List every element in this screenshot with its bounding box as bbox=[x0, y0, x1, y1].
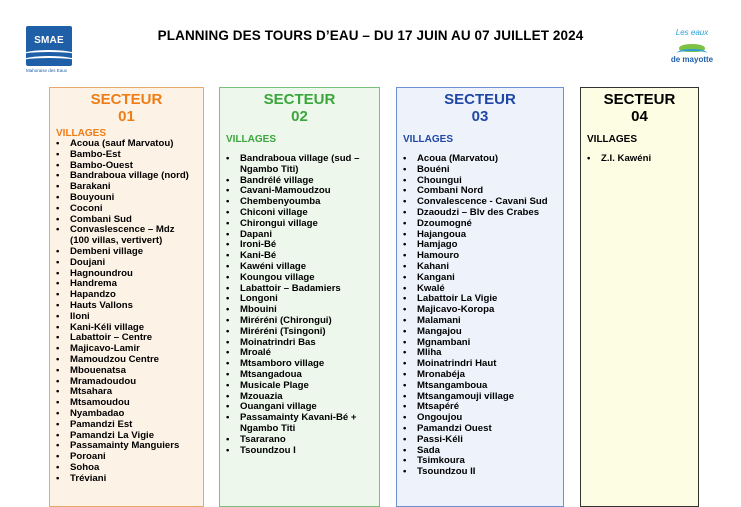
village-name: Kwalé bbox=[417, 282, 445, 294]
village-name: Mliha bbox=[417, 347, 442, 359]
sector-04-column bbox=[580, 87, 699, 507]
village-name-continuation: Ngambo Titi) bbox=[240, 163, 299, 175]
village-name: Mgnambani bbox=[417, 336, 471, 348]
village-name: Longoni bbox=[240, 293, 278, 305]
village-name: Bambo-Est bbox=[70, 148, 121, 160]
village-name: Dzaoudzi – Blv des Crabes bbox=[417, 206, 540, 218]
sector-label: SECTEUR bbox=[263, 91, 336, 108]
village-name: Z.I. Kawéni bbox=[601, 153, 652, 164]
village-name: Choungui bbox=[417, 174, 462, 186]
village-name: Mronabéja bbox=[417, 368, 465, 380]
sector-01-column bbox=[49, 87, 204, 507]
village-name: Mramadoudou bbox=[70, 375, 137, 387]
village-name: Mbouini bbox=[240, 304, 277, 316]
village-item bbox=[226, 446, 373, 457]
village-name: Dembeni village bbox=[70, 245, 144, 257]
village-item bbox=[56, 225, 197, 247]
village-name: Hagnoundrou bbox=[70, 267, 133, 279]
village-name: Pamandzi La Vigie bbox=[70, 429, 155, 441]
sector-heading bbox=[226, 91, 373, 125]
village-name: Chembenyoumba bbox=[240, 196, 321, 208]
village-name: Passamainty Kavani-Bé + bbox=[240, 412, 357, 424]
village-name: Hauts Vallons bbox=[70, 299, 133, 311]
village-name: Mbouenatsa bbox=[70, 364, 126, 376]
eaux-de-mayotte-logo bbox=[668, 28, 716, 72]
village-name-continuation: Ngambo Titi bbox=[240, 422, 296, 434]
sector-heading bbox=[587, 91, 692, 125]
village-name: Tréviani bbox=[70, 472, 107, 484]
village-name: Bouyouni bbox=[70, 191, 115, 203]
village-name: Dzoumogné bbox=[417, 217, 472, 229]
village-name: Tsoundzou I bbox=[240, 444, 296, 456]
village-item bbox=[403, 467, 557, 478]
village-name: Mtsamoudou bbox=[70, 397, 130, 409]
sector-label: SECTEUR bbox=[90, 91, 163, 108]
sector-label: SECTEUR bbox=[444, 91, 516, 108]
village-name: Koungou village bbox=[240, 271, 315, 283]
village-name: Hamouro bbox=[417, 250, 460, 262]
village-name: Tsararano bbox=[240, 433, 286, 445]
village-name: Majicavo-Koropa bbox=[417, 304, 495, 316]
village-name: Hamjago bbox=[417, 239, 458, 251]
village-name: Hajangoua bbox=[417, 228, 467, 240]
village-name: Moinatrindri Bas bbox=[240, 336, 316, 348]
village-name: Bandraboua village (nord) bbox=[70, 170, 189, 182]
village-name: Chirongui village bbox=[240, 217, 318, 229]
village-item bbox=[226, 154, 373, 176]
sector-number: 04 bbox=[631, 108, 648, 125]
village-name: Mangajou bbox=[417, 325, 462, 337]
village-name: Bouéni bbox=[417, 163, 450, 175]
village-name: Handrema bbox=[70, 278, 117, 290]
sector-number: 02 bbox=[291, 108, 308, 125]
page-title: PLANNING DES TOURS D’EAU – DU 17 JUIN AU 07 JUILLET 2024 bbox=[157, 28, 584, 43]
village-item bbox=[226, 413, 373, 435]
village-name: Ironi-Bé bbox=[240, 239, 277, 251]
logo-right-line2: de mayotte bbox=[670, 55, 714, 64]
smae-logo-name: SMAE bbox=[34, 35, 64, 46]
smae-logo-subtitle: Mahoraise des Eaux bbox=[26, 68, 68, 73]
villages-label: VILLAGES bbox=[587, 134, 638, 145]
village-list bbox=[587, 154, 692, 165]
village-name: Ongoujou bbox=[417, 412, 463, 424]
village-name: Pamandzi Est bbox=[70, 418, 133, 430]
sector-label: SECTEUR bbox=[603, 91, 676, 108]
village-name: Chiconi village bbox=[240, 206, 308, 218]
village-name: Musicale Plage bbox=[240, 379, 309, 391]
village-name: Sohoa bbox=[70, 461, 100, 473]
village-name: Mroalé bbox=[240, 347, 271, 359]
village-name: Kangani bbox=[417, 271, 455, 283]
village-name: Poroani bbox=[70, 451, 106, 463]
village-name: Kani-Kéli village bbox=[70, 321, 145, 333]
village-name: Bandraboua village (sud – bbox=[240, 153, 360, 164]
village-name: Passi-Kéli bbox=[417, 433, 463, 445]
sector-03-column bbox=[396, 87, 564, 507]
village-name: Moinatrindri Haut bbox=[417, 358, 497, 370]
village-name: Combani Nord bbox=[417, 185, 484, 197]
village-name: Malamani bbox=[417, 314, 461, 326]
sector-number: 03 bbox=[471, 108, 489, 125]
village-name: Nyambadao bbox=[70, 407, 125, 419]
village-name: Labattoir – Centre bbox=[70, 332, 153, 344]
village-name: Mtsahara bbox=[70, 386, 113, 398]
village-name: Mtsangadoua bbox=[240, 368, 302, 380]
village-name: Convalescence - Cavani Sud bbox=[417, 196, 548, 208]
village-name: Kawéni village bbox=[240, 260, 307, 272]
village-name: Sada bbox=[417, 444, 440, 456]
village-name: Kahani bbox=[417, 260, 449, 272]
villages-label: VILLAGES bbox=[226, 134, 277, 145]
village-name: Miréréni (Tsingoni) bbox=[240, 325, 326, 337]
village-name: Tsimkoura bbox=[417, 455, 465, 467]
village-name: Mtsapéré bbox=[417, 401, 460, 413]
village-name: Labattoir La Vigie bbox=[417, 293, 498, 305]
village-name: Bandrélé village bbox=[240, 174, 314, 186]
village-name: Kani-Bé bbox=[240, 250, 277, 262]
village-name: Convaslescence – Mdz bbox=[70, 224, 175, 236]
village-name: Pamandzi Ouest bbox=[417, 422, 492, 434]
village-name: Dapani bbox=[240, 228, 272, 240]
logo-right-line1: Les eaux bbox=[675, 28, 709, 37]
village-item bbox=[56, 474, 197, 485]
village-name: Ouangani village bbox=[240, 401, 317, 413]
village-name: Tsoundzou II bbox=[417, 466, 476, 478]
village-name: Passamainty Manguiers bbox=[70, 440, 180, 452]
village-list bbox=[226, 154, 373, 456]
village-name: Doujani bbox=[70, 256, 106, 268]
village-name: Acoua (sauf Marvatou) bbox=[70, 138, 174, 149]
village-name-continuation: (100 villas, vertivert) bbox=[70, 235, 163, 247]
village-name: Iloni bbox=[70, 310, 90, 322]
village-name: Mtsamboro village bbox=[240, 358, 325, 370]
village-name: Barakani bbox=[70, 181, 111, 193]
villages-label: VILLAGES bbox=[56, 128, 107, 139]
village-name: Bambo-Ouest bbox=[70, 159, 133, 171]
village-name: Acoua (Marvatou) bbox=[417, 153, 499, 164]
sector-heading bbox=[403, 91, 557, 125]
village-name: Combani Sud bbox=[70, 213, 132, 225]
village-name: Mtsangamboua bbox=[417, 379, 488, 391]
village-name: Cavani-Mamoudzou bbox=[240, 185, 331, 197]
village-name: Majicavo-Lamir bbox=[70, 343, 140, 355]
village-name: Labattoir – Badamiers bbox=[240, 282, 341, 294]
village-name: Mamoudzou Centre bbox=[70, 353, 160, 365]
sector-02-column bbox=[219, 87, 380, 507]
village-list bbox=[403, 154, 557, 478]
village-list bbox=[56, 139, 197, 485]
island-wave-icon bbox=[677, 38, 707, 56]
village-name: Mtsangamouji village bbox=[417, 390, 515, 402]
village-name: Hapandzo bbox=[70, 289, 116, 301]
village-item bbox=[587, 154, 692, 165]
sector-number: 01 bbox=[118, 108, 135, 125]
villages-label: VILLAGES bbox=[403, 134, 454, 145]
village-name: Coconi bbox=[70, 202, 103, 214]
village-name: Miréréni (Chirongui) bbox=[240, 314, 332, 326]
village-name: Mzouazia bbox=[240, 390, 283, 402]
sector-heading bbox=[56, 91, 197, 125]
